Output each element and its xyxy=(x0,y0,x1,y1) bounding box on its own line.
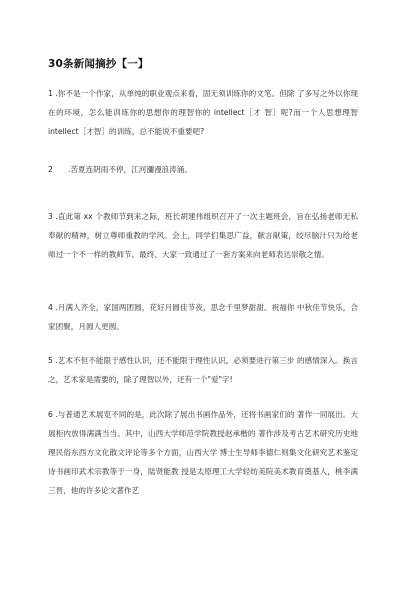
paragraph-6: 6 .与普通艺术展览不同的是，此次除了展出书画作品外，还将书画家们的 著作一同展出。大展柜内放得满满当当。其中，山西大学师范学院教授赵承楷的 著作涉及考古艺术研究历史地理民俗东西方文化散文评论等多个方面，山西大学 博士生导师李德仁则集文化研究艺术鉴定诗书画印武术宗教等于一身，陆贤能教 授是太原理工大学轻纺美院美术教育奠基人，桃李满三晋，他的许多论文著作艺 xyxy=(48,410,358,495)
paragraph-3: 3 .直此第 xx 个教师节到来之际，班长胡建伟组织召开了一次主题班会，旨在弘扬老师无私奉献的精神，树立尊师重教的学风。会上，同学们集思广益，献言献策，绞尽脑汁只为给老师过一个不一样的教师节。最终、大家一致通过了一套方案来向老师表达崇敬之情。 xyxy=(48,212,358,259)
paragraph-2: 2 .苦夏连阴雨不停，江河瀰漫浪涛涌。 xyxy=(48,165,192,174)
paragraph-5: 5 .艺术不但不能限于感性认识，还不能限于理性认识，必须要进行第三步 的感情深入。换言之，艺术家是需要的，除了理智以外，还有一个"爱"字! xyxy=(48,356,358,384)
paragraph-1: 1 .你不是一个作家，从单纯的职业观点来看，固无须训练你的文笔。但除 了多写之外以你现在的环境，怎么能训练你的思想你的理智你的 intellect［才 智］呢?而一个人思想理智 intellect［才智］的训练，总不能说不重要吧? xyxy=(48,89,358,136)
paragraph-4: 4 .月满人齐全，家国两团圆，花好月圆佳节夜，思念千里梦甜甜。祝福你 中秋佳节快乐，合家团聚，月圆人更圆。 xyxy=(48,303,358,331)
document-title: 30条新闻摘抄【一】 xyxy=(48,58,149,70)
